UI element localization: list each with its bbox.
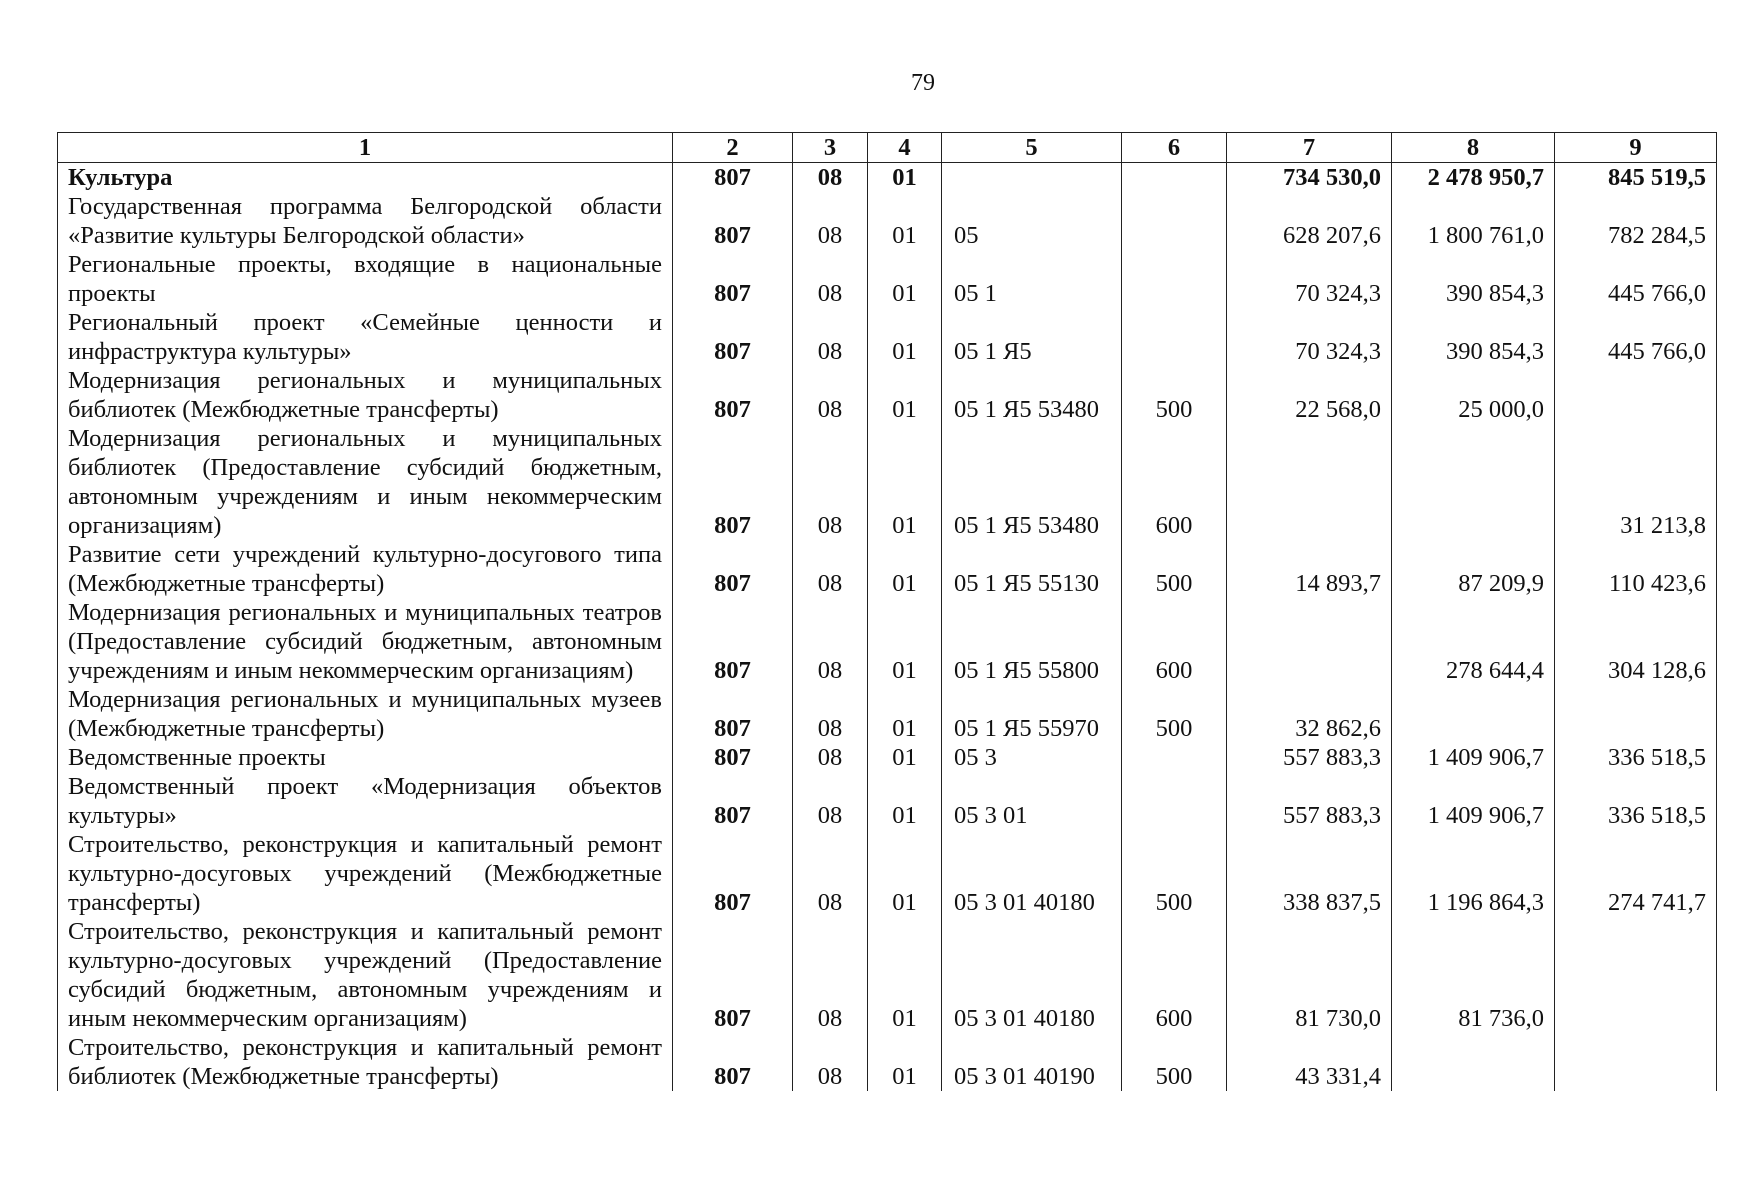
- header-col-6: 6: [1122, 133, 1227, 163]
- table-row: [58, 163, 1717, 193]
- page-number: 79: [911, 70, 935, 96]
- row-admin-code: 807: [673, 598, 793, 685]
- row-subsection: 01: [868, 598, 942, 685]
- row-subsection: 01: [868, 163, 942, 193]
- row-section: 08: [793, 917, 868, 1033]
- row-amount-col7: 43 331,4: [1227, 1033, 1392, 1091]
- row-target-article: 05 3 01 40180: [942, 830, 1122, 917]
- row-admin-code: 807: [673, 250, 793, 308]
- row-admin-code: 807: [673, 424, 793, 540]
- row-amount-col9: 782 284,5: [1555, 192, 1717, 250]
- row-amount-col7: 628 207,6: [1227, 192, 1392, 250]
- header-col-4: 4: [868, 133, 942, 163]
- row-name: Развитие сети учреждений культурно-досугового типа (Межбюджетные трансферты): [58, 540, 673, 598]
- row-expense-type: 500: [1122, 830, 1227, 917]
- row-name: Культура: [58, 163, 673, 193]
- row-expense-type: 600: [1122, 917, 1227, 1033]
- row-amount-col8: 25 000,0: [1392, 366, 1555, 424]
- row-name: Модернизация региональных и муниципальных театров (Предоставление субсидий бюджетным, автономным учреждениям и иным некоммерческим организациям): [58, 598, 673, 685]
- table-row: [58, 308, 1717, 366]
- table-row: [58, 598, 1717, 685]
- row-section: 08: [793, 830, 868, 917]
- row-section: 08: [793, 163, 868, 193]
- row-subsection: 01: [868, 917, 942, 1033]
- row-amount-col9: 31 213,8: [1555, 424, 1717, 540]
- row-subsection: 01: [868, 540, 942, 598]
- row-subsection: 01: [868, 772, 942, 830]
- table-row: [58, 743, 1717, 772]
- row-amount-col8: 1 800 761,0: [1392, 192, 1555, 250]
- row-amount-col8: 1 196 864,3: [1392, 830, 1555, 917]
- table-row: [58, 250, 1717, 308]
- row-amount-col9: 336 518,5: [1555, 743, 1717, 772]
- row-expense-type: 500: [1122, 366, 1227, 424]
- row-expense-type: [1122, 743, 1227, 772]
- row-target-article: 05 3: [942, 743, 1122, 772]
- row-admin-code: 807: [673, 917, 793, 1033]
- row-amount-col7: 557 883,3: [1227, 772, 1392, 830]
- row-section: 08: [793, 743, 868, 772]
- row-subsection: 01: [868, 685, 942, 743]
- row-name: Региональный проект «Семейные ценности и инфраструктура культуры»: [58, 308, 673, 366]
- row-admin-code: 807: [673, 366, 793, 424]
- table-row: [58, 830, 1717, 917]
- row-target-article: 05 1 Я5: [942, 308, 1122, 366]
- row-expense-type: [1122, 163, 1227, 193]
- row-target-article: 05 1 Я5 53480: [942, 424, 1122, 540]
- row-amount-col7: [1227, 424, 1392, 540]
- row-section: 08: [793, 250, 868, 308]
- row-expense-type: [1122, 192, 1227, 250]
- row-amount-col8: 278 644,4: [1392, 598, 1555, 685]
- row-amount-col7: [1227, 598, 1392, 685]
- row-admin-code: 807: [673, 1033, 793, 1091]
- row-section: 08: [793, 598, 868, 685]
- table-row: [58, 685, 1717, 743]
- row-target-article: 05 1 Я5 55800: [942, 598, 1122, 685]
- row-amount-col8: 1 409 906,7: [1392, 743, 1555, 772]
- row-amount-col8: 2 478 950,7: [1392, 163, 1555, 193]
- header-col-2: 2: [673, 133, 793, 163]
- row-target-article: 05 1 Я5 55130: [942, 540, 1122, 598]
- row-amount-col7: 22 568,0: [1227, 366, 1392, 424]
- table-row: [58, 772, 1717, 830]
- row-subsection: 01: [868, 192, 942, 250]
- row-amount-col8: 87 209,9: [1392, 540, 1555, 598]
- row-admin-code: 807: [673, 163, 793, 193]
- row-amount-col7: 14 893,7: [1227, 540, 1392, 598]
- row-amount-col9: 110 423,6: [1555, 540, 1717, 598]
- budget-table: [57, 132, 1717, 1091]
- row-expense-type: [1122, 250, 1227, 308]
- table-body: [58, 163, 1717, 1092]
- table-row: [58, 192, 1717, 250]
- row-name: Модернизация региональных и муниципальных библиотек (Предоставление субсидий бюджетным, автономным учреждениям и иным некоммерческим организациям): [58, 424, 673, 540]
- row-subsection: 01: [868, 250, 942, 308]
- row-amount-col8: 390 854,3: [1392, 250, 1555, 308]
- row-subsection: 01: [868, 1033, 942, 1091]
- row-name: Региональные проекты, входящие в национальные проекты: [58, 250, 673, 308]
- row-expense-type: 600: [1122, 424, 1227, 540]
- row-admin-code: 807: [673, 308, 793, 366]
- row-admin-code: 807: [673, 743, 793, 772]
- row-name: Государственная программа Белгородской области «Развитие культуры Белгородской области»: [58, 192, 673, 250]
- table-row: [58, 540, 1717, 598]
- row-target-article: 05 3 01: [942, 772, 1122, 830]
- row-amount-col9: 336 518,5: [1555, 772, 1717, 830]
- row-admin-code: 807: [673, 192, 793, 250]
- row-amount-col8: [1392, 424, 1555, 540]
- row-name: Строительство, реконструкция и капитальный ремонт культурно-досуговых учреждений (Межбюджетные трансферты): [58, 830, 673, 917]
- row-name: Модернизация региональных и муниципальных библиотек (Межбюджетные трансферты): [58, 366, 673, 424]
- table-header: [58, 133, 1717, 163]
- row-amount-col7: 557 883,3: [1227, 743, 1392, 772]
- header-col-8: 8: [1392, 133, 1555, 163]
- row-amount-col9: 845 519,5: [1555, 163, 1717, 193]
- row-admin-code: 807: [673, 685, 793, 743]
- row-name: Модернизация региональных и муниципальных музеев (Межбюджетные трансферты): [58, 685, 673, 743]
- row-expense-type: [1122, 772, 1227, 830]
- row-subsection: 01: [868, 830, 942, 917]
- row-amount-col9: 304 128,6: [1555, 598, 1717, 685]
- row-admin-code: 807: [673, 540, 793, 598]
- table-row: [58, 424, 1717, 540]
- row-expense-type: 500: [1122, 1033, 1227, 1091]
- row-amount-col7: 32 862,6: [1227, 685, 1392, 743]
- row-subsection: 01: [868, 424, 942, 540]
- row-amount-col8: 390 854,3: [1392, 308, 1555, 366]
- row-expense-type: 600: [1122, 598, 1227, 685]
- row-subsection: 01: [868, 308, 942, 366]
- table-row: [58, 1033, 1717, 1091]
- row-amount-col7: 81 730,0: [1227, 917, 1392, 1033]
- row-section: 08: [793, 772, 868, 830]
- header-col-3: 3: [793, 133, 868, 163]
- row-admin-code: 807: [673, 830, 793, 917]
- row-amount-col8: 81 736,0: [1392, 917, 1555, 1033]
- row-section: 08: [793, 685, 868, 743]
- header-col-5: 5: [942, 133, 1122, 163]
- row-target-article: [942, 163, 1122, 193]
- row-amount-col9: 274 741,7: [1555, 830, 1717, 917]
- row-amount-col7: 70 324,3: [1227, 308, 1392, 366]
- row-amount-col7: 734 530,0: [1227, 163, 1392, 193]
- row-name: Строительство, реконструкция и капитальный ремонт библиотек (Межбюджетные трансферты): [58, 1033, 673, 1091]
- header-row: [58, 133, 1717, 163]
- row-name: Ведомственный проект «Модернизация объектов культуры»: [58, 772, 673, 830]
- table-row: [58, 366, 1717, 424]
- row-amount-col9: 445 766,0: [1555, 308, 1717, 366]
- row-target-article: 05: [942, 192, 1122, 250]
- row-expense-type: 500: [1122, 540, 1227, 598]
- row-target-article: 05 1 Я5 55970: [942, 685, 1122, 743]
- row-subsection: 01: [868, 366, 942, 424]
- row-target-article: 05 3 01 40190: [942, 1033, 1122, 1091]
- header-col-7: 7: [1227, 133, 1392, 163]
- row-amount-col8: 1 409 906,7: [1392, 772, 1555, 830]
- row-name: Ведомственные проекты: [58, 743, 673, 772]
- row-expense-type: 500: [1122, 685, 1227, 743]
- row-section: 08: [793, 308, 868, 366]
- row-section: 08: [793, 1033, 868, 1091]
- row-section: 08: [793, 424, 868, 540]
- row-subsection: 01: [868, 743, 942, 772]
- row-section: 08: [793, 366, 868, 424]
- row-name: Строительство, реконструкция и капитальный ремонт культурно-досуговых учреждений (Предоставление субсидий бюджетным, автономным учреждениям и иным некоммерческим организациям): [58, 917, 673, 1033]
- row-amount-col9: [1555, 366, 1717, 424]
- row-amount-col9: [1555, 917, 1717, 1033]
- row-target-article: 05 1: [942, 250, 1122, 308]
- row-admin-code: 807: [673, 772, 793, 830]
- row-amount-col8: [1392, 1033, 1555, 1091]
- row-amount-col9: 445 766,0: [1555, 250, 1717, 308]
- row-section: 08: [793, 192, 868, 250]
- row-amount-col7: 70 324,3: [1227, 250, 1392, 308]
- row-target-article: 05 3 01 40180: [942, 917, 1122, 1033]
- row-expense-type: [1122, 308, 1227, 366]
- row-amount-col9: [1555, 685, 1717, 743]
- row-amount-col9: [1555, 1033, 1717, 1091]
- row-amount-col8: [1392, 685, 1555, 743]
- header-col-9: 9: [1555, 133, 1717, 163]
- row-section: 08: [793, 540, 868, 598]
- row-amount-col7: 338 837,5: [1227, 830, 1392, 917]
- row-target-article: 05 1 Я5 53480: [942, 366, 1122, 424]
- header-col-1: 1: [58, 133, 673, 163]
- table-row: [58, 917, 1717, 1033]
